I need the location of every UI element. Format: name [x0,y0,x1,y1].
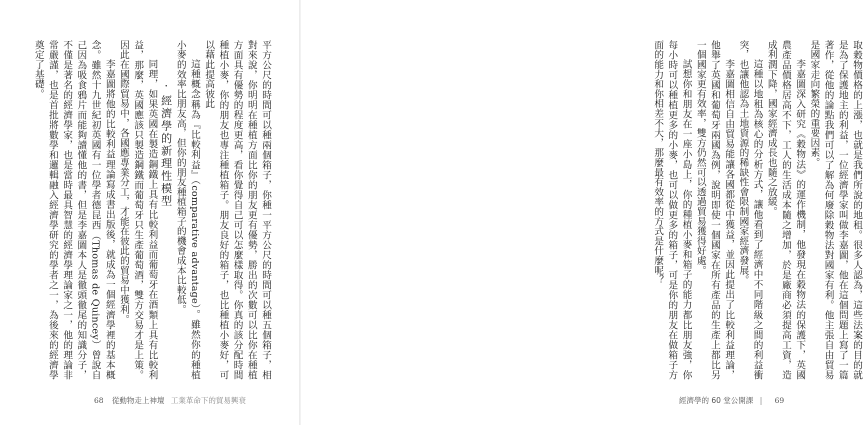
right-page [301,0,862,425]
running-subtitle: 工業革命下的貿易興衰 [170,396,246,405]
left-page-body [32,40,272,380]
paragraph: 這種以地租為核心的分析方式，讓他看到了經濟中不同階級之間的利益衝突，也讓他認為土地資源的稀缺性會限制國家經濟發展。 [737,40,763,380]
page-number: 68 [94,396,104,405]
paragraph: 李嘉圖深入研究《穀物法》的運作機制，他發現在穀物法的保護下，英國農產品價格居高不下，工人的生活成本隨之增加，於是廠商必須提高工資，造成利潤下降，國家經濟成長也隨之放緩。 [765,40,806,380]
left-page-footer [88,395,250,406]
paragraph: 李嘉圖將他的比較利益理論寫成書出版後，就成為一個經濟學裡的基本概念。雖然十九世紀初英國有一位學者德昆西（Thomas de Quincey）曾說自己因為吸食鴉片而能夠讀懂他的書，但是李嘉圖本人是徹頭徹尾的知識分子，不僅是著名的經濟學家，也是當時最具智慧的經濟學理論家之一，他的理論非常嚴謹，也是首批將數學和邏輯融入經濟學研究的學者之一，為後來的經濟學奠定了基礎。 [32,40,115,380]
section-heading: · 經濟學的新理性模型 [158,40,172,380]
paragraph: 取穀物價格的上漲，也就是我們所說的地租。很多人認為，這些法案的目的就是為了保護地主的利益，一位經濟學家叫做李嘉圖，他在這個問題上寫了一篇著作，從他的論點我們可以了解為何廢除穀物法對國家有利。他主張自由貿易是國家走向繁榮的重要因素。 [808,40,862,380]
paragraph: 試想你和朋友在一座小島上，你的種植小麥和箱子的能力都比朋友強，你每小時可以種植更多的小麥，也可以做更多的箱子，可是你的朋友在做箱子方面的能力和你相差不大，那麼最有效率的方式是什麼呢？ [652,40,692,380]
paragraph: 李嘉圖相信自由貿易能讓各國都從中獲益，並因此提出了比較利益理論，他舉了英國和葡萄牙兩國為例，說明即使一個國家在所有產品的生產上都比另一個國家更有效率，雙方仍然可以透過貿易獲得好處。 [694,40,735,380]
right-page-footer: 經濟學的 60 堂公開課 | 69 [679,396,785,405]
right-page-body [623,40,863,380]
page-number: 69 [774,396,785,405]
paragraph: 平方公尺的時間可以種兩個箱子，你種一平方公尺的時間可以種五個箱子，相對來說，你明明在種植方面比你的朋友更有優勢，勝出的次數可以比你在種植方面具有優勢的程度更高，看你覺得自己可以怎麼樣取得。你真的該分配時間種植小麥，你的朋友也專注種植箱子。朋友良好的箱子，也比種植小麥好，可以藉此提高彼此 [203,40,271,380]
running-title: 經濟學的 60 堂公開課 [679,396,754,405]
paragraph: 同理，如果英國在製造鋼鐵上具有比較利益而葡萄牙在酒類上具有比較利益，那麼，英國應該只製造鋼鐵而葡萄牙只生產葡萄酒，雙方交易才是上策。因此在國際貿易中，各國應專業分工，才能在彼此的貿易中獲利。 [117,40,158,380]
left-page [0,0,299,425]
running-title: 從動物走上神壇 [111,396,165,405]
paragraph: 這種概念稱為『比較利益』（comparative advantage）。雖然你的種植小麥的效率比朋友高，但你的朋友種植箱子的機會成本比較低。 [174,40,200,380]
